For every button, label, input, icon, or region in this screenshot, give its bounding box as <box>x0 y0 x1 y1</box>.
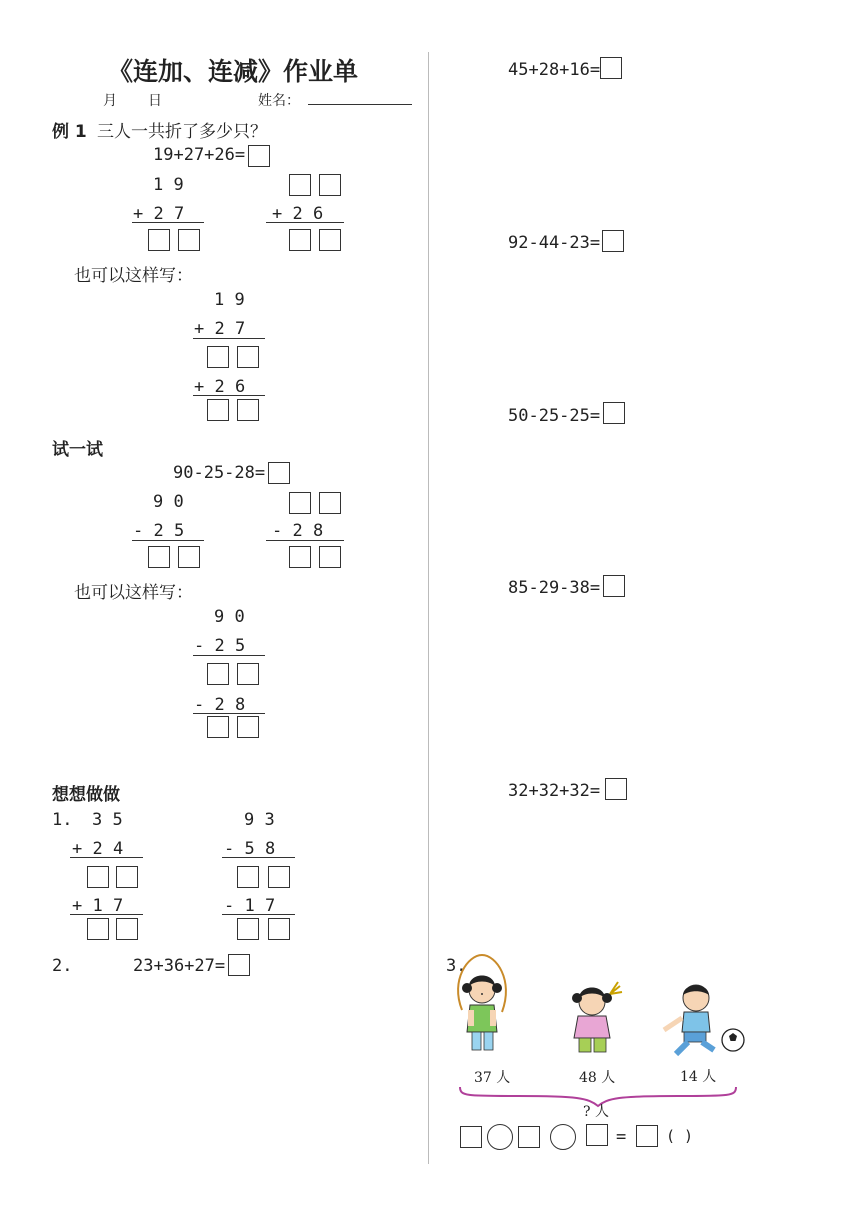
digit-box[interactable] <box>148 546 170 568</box>
operator-circle[interactable] <box>550 1124 576 1150</box>
digit-box[interactable] <box>268 866 290 888</box>
result-box[interactable] <box>636 1125 658 1147</box>
try-it-vert1-top: 9 0 <box>153 492 184 512</box>
example1-chain-top: 1 9 <box>214 290 245 310</box>
digit-box[interactable] <box>207 399 229 421</box>
difference-line <box>222 857 295 858</box>
sum-line <box>193 395 265 396</box>
shuttlecock-girl-icon <box>572 982 622 1052</box>
answer-box[interactable] <box>603 402 625 424</box>
q1a-operand2: + 1 7 <box>72 896 124 916</box>
try-it-vert1-operand: - 2 5 <box>133 521 185 541</box>
soccer-boy-icon <box>664 985 744 1054</box>
digit-box[interactable] <box>237 716 259 738</box>
answer-box[interactable] <box>248 145 270 167</box>
example1-question: 三人一共折了多少只？ <box>97 122 267 142</box>
digit-box[interactable] <box>116 918 138 940</box>
example1-label: 例 1 <box>52 122 87 142</box>
child-count-label: 14 人 <box>680 1069 717 1085</box>
number-box[interactable] <box>586 1124 608 1146</box>
digit-box[interactable] <box>178 546 200 568</box>
digit-box[interactable] <box>148 229 170 251</box>
name-label: 姓名： <box>258 93 300 109</box>
digit-box[interactable] <box>237 399 259 421</box>
sum-line <box>266 222 344 223</box>
question-1-label: 1. <box>52 810 73 830</box>
digit-box[interactable] <box>289 229 311 251</box>
try-it-label: 试一试 <box>52 440 103 460</box>
sum-line <box>70 914 143 915</box>
try-it-expression: 90-25-28= <box>173 463 266 483</box>
equals-sign: = <box>616 1127 627 1147</box>
digit-box[interactable] <box>237 866 259 888</box>
day-label: 日 <box>148 93 162 109</box>
q1b-operand1: - 5 8 <box>224 839 276 859</box>
digit-box[interactable] <box>289 492 311 514</box>
column-divider <box>428 52 429 1164</box>
digit-box[interactable] <box>319 492 341 514</box>
think-do-label: 想想做做 <box>52 785 120 805</box>
example1-vert1-top: 1 9 <box>153 175 184 195</box>
difference-line <box>132 540 204 541</box>
q1b-top: 9 3 <box>244 810 275 830</box>
digit-box[interactable] <box>116 866 138 888</box>
example1-chain-operand2: + 2 6 <box>194 377 246 397</box>
try-it-chain-top: 9 0 <box>214 607 245 627</box>
also-write-label: 也可以这样写： <box>74 583 193 603</box>
month-label: 月 <box>103 93 117 109</box>
digit-box[interactable] <box>289 174 311 196</box>
exercise-2: 92-44-23= <box>508 233 601 253</box>
digit-box[interactable] <box>319 174 341 196</box>
digit-box[interactable] <box>319 546 341 568</box>
answer-box[interactable] <box>600 57 622 79</box>
digit-box[interactable] <box>207 716 229 738</box>
total-unknown-label: ? 人 <box>583 1104 609 1120</box>
sum-line <box>132 222 204 223</box>
digit-box[interactable] <box>237 918 259 940</box>
difference-line <box>193 655 265 656</box>
answer-box[interactable] <box>268 462 290 484</box>
digit-box[interactable] <box>268 918 290 940</box>
example1-expression: 19+27+26= <box>153 145 246 165</box>
also-write-label: 也可以这样写： <box>74 266 193 286</box>
worksheet-title: 《连加、连减》作业单 <box>108 57 359 86</box>
try-it-chain-operand2: - 2 8 <box>194 695 246 715</box>
sum-line <box>193 338 265 339</box>
difference-line <box>266 540 344 541</box>
digit-box[interactable] <box>319 229 341 251</box>
question-3-label: 3. <box>446 956 467 976</box>
digit-box[interactable] <box>207 346 229 368</box>
digit-box[interactable] <box>207 663 229 685</box>
digit-box[interactable] <box>237 663 259 685</box>
exercise-3: 50-25-25= <box>508 406 601 426</box>
digit-box[interactable] <box>289 546 311 568</box>
child-count-label: 37 人 <box>474 1070 511 1086</box>
unit-parentheses[interactable]: ( ) <box>666 1127 694 1145</box>
exercise-5: 32+32+32= <box>508 781 601 801</box>
child-count-label: 48 人 <box>579 1070 616 1086</box>
number-box[interactable] <box>460 1126 482 1148</box>
q2-expression: 23+36+27= <box>133 956 226 976</box>
exercise-1: 45+28+16= <box>508 60 601 80</box>
number-box[interactable] <box>518 1126 540 1148</box>
try-it-vert2-operand: - 2 8 <box>272 521 324 541</box>
answer-box[interactable] <box>602 230 624 252</box>
q1a-top: 3 5 <box>92 810 123 830</box>
example1-vert1-operand: + 2 7 <box>133 204 185 224</box>
jump-rope-girl-icon <box>458 955 506 1050</box>
digit-box[interactable] <box>87 918 109 940</box>
q1a-operand1: + 2 4 <box>72 839 124 859</box>
digit-box[interactable] <box>178 229 200 251</box>
children-illustration <box>448 950 748 1120</box>
answer-box[interactable] <box>603 575 625 597</box>
sum-line <box>70 857 143 858</box>
answer-box[interactable] <box>605 778 627 800</box>
example1-vert2-operand: + 2 6 <box>272 204 324 224</box>
example1-chain-operand1: + 2 7 <box>194 319 246 339</box>
question-2-label: 2. <box>52 956 73 976</box>
digit-box[interactable] <box>237 346 259 368</box>
difference-line <box>222 914 295 915</box>
answer-box[interactable] <box>228 954 250 976</box>
difference-line <box>193 713 265 714</box>
operator-circle[interactable] <box>487 1124 513 1150</box>
digit-box[interactable] <box>87 866 109 888</box>
q1b-operand2: - 1 7 <box>224 896 276 916</box>
try-it-chain-operand1: - 2 5 <box>194 636 246 656</box>
name-blank-line[interactable] <box>308 104 412 105</box>
exercise-4: 85-29-38= <box>508 578 601 598</box>
